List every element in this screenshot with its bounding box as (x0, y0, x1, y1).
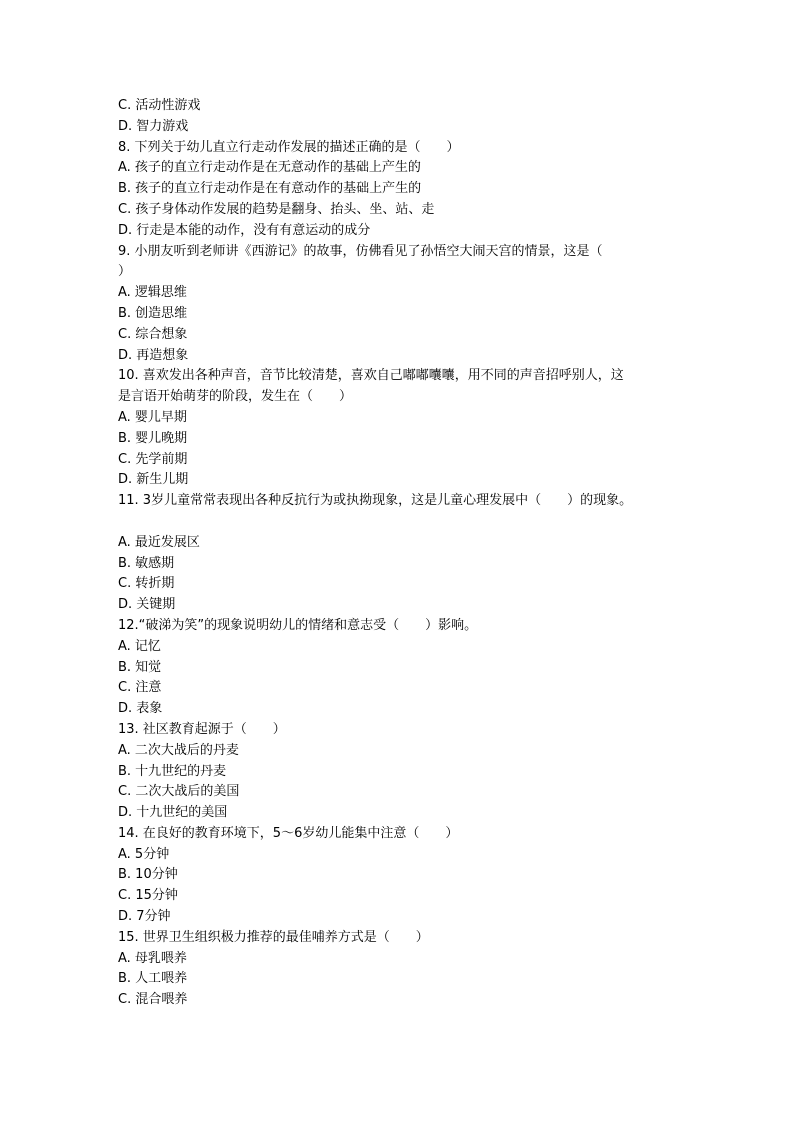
option-b: B. 敏感期 (118, 555, 175, 571)
document-page (118, 96, 678, 1011)
option-a: A. 5分钟 (118, 846, 170, 862)
question-10: 10. 喜欢发出各种声音，音节比较清楚，喜欢自己嘟嘟囔囔，用不同的声音招呼别人，这 (118, 368, 624, 384)
question-15: 15. 世界卫生组织极力推荐的最佳哺养方式是（ ） (118, 929, 429, 945)
option-a: A. 婴儿早期 (118, 409, 187, 425)
option-a: A. 最近发展区 (118, 534, 200, 550)
question-12: 12.“破涕为笑”的现象说明幼儿的情绪和意志受（ ）影响。 (118, 617, 478, 633)
option-c: C. 二次大战后的美国 (118, 784, 240, 800)
option-d: D. 表象 (118, 701, 163, 717)
option-d: D. 关键期 (118, 597, 176, 613)
option-b: B. 十九世纪的丹麦 (118, 763, 227, 779)
blank-line (118, 512, 678, 533)
question-13: 13. 社区教育起源于（ ） (118, 721, 286, 737)
option-c: C. 注意 (118, 680, 162, 696)
option-b: B. 人工喂养 (118, 971, 188, 987)
option-a: A. 记忆 (118, 638, 161, 654)
option-c: C. 混合喂养 (118, 992, 188, 1008)
question-14: 14. 在良好的教育环境下，5～6岁幼儿能集中注意（ ） (118, 825, 459, 841)
question-8: 8. 下列关于幼儿直立行走动作发展的描述正确的是（ ） (118, 139, 460, 155)
option-b: B. 孩子的直立行走动作是在有意动作的基础上产生的 (118, 181, 422, 197)
option-d: D. 再造想象 (118, 347, 189, 363)
option-c: C. 活动性游戏 (118, 98, 201, 113)
option-a: A. 逻辑思维 (118, 285, 187, 301)
option-d: D. 7分钟 (118, 909, 171, 925)
option-c: C. 先学前期 (118, 451, 188, 467)
option-c: C. 15分钟 (118, 888, 178, 904)
option-b: B. 知觉 (118, 659, 162, 675)
option-d: D. 十九世纪的美国 (118, 805, 228, 821)
option-c: C. 孩子身体动作发展的趋势是翻身、抬头、坐、站、走 (118, 201, 435, 217)
option-a: A. 二次大战后的丹麦 (118, 742, 239, 758)
option-c: C. 综合想象 (118, 326, 188, 342)
question-9-continued: ） (118, 264, 132, 280)
question-11: 11. 3岁儿童常常表现出各种反抗行为或执拗现象，这是儿童心理发展中（ ）的现象。 (118, 493, 633, 509)
option-b: B. 创造思维 (118, 305, 188, 321)
question-10-continued: 是言语开始萌芽的阶段，发生在（ ） (118, 389, 353, 405)
option-a: A. 孩子的直立行走动作是在无意动作的基础上产生的 (118, 160, 421, 176)
option-b: B. 10分钟 (118, 867, 178, 883)
option-d: D. 行走是本能的动作，没有有意运动的成分 (118, 222, 371, 238)
option-c: C. 转折期 (118, 576, 175, 592)
option-a: A. 母乳喂养 (118, 950, 187, 966)
option-b: B. 婴儿晚期 (118, 430, 188, 446)
option-d: D. 新生儿期 (118, 472, 189, 488)
option-d: D. 智力游戏 (118, 118, 189, 134)
question-9: 9. 小朋友听到老师讲《西游记》的故事，仿佛看见了孙悟空大闹天宫的情景，这是（ (118, 243, 603, 259)
